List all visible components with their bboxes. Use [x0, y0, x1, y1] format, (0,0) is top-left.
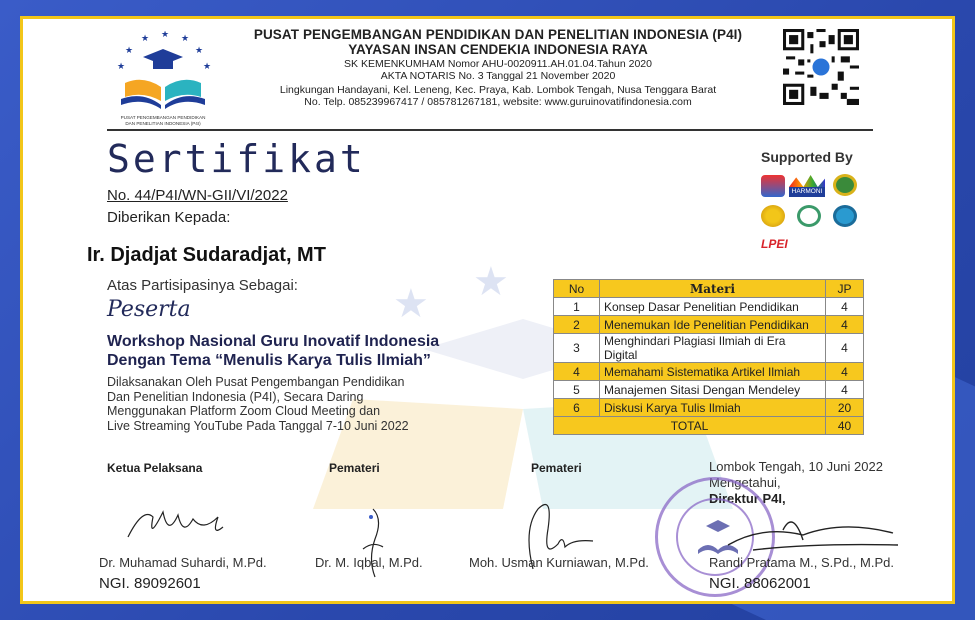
sponsor-emblem-icon — [833, 205, 857, 227]
materi-table — [553, 279, 864, 435]
harmoni-text: HARMONI — [789, 187, 825, 197]
col-header-jp: JP — [826, 280, 864, 298]
header-address: Lingkungan Handayani, Kel. Leneng, Kec. Praya, Kab. Lombok Tengah, Nusa Tenggara Barat — [279, 84, 717, 96]
cell-jp: 4 — [826, 381, 864, 399]
description-line: Dan Penelitian Indonesia (P4I), Secara Daring — [107, 389, 364, 404]
svg-text:★: ★ — [125, 45, 134, 55]
svg-text:★: ★ — [161, 31, 170, 39]
sig3-role: Pemateri — [531, 461, 582, 475]
sig1-name: Dr. Muhamad Suhardi, M.Pd. — [99, 555, 267, 570]
given-to-label: Diberikan Kepada: — [107, 209, 231, 226]
sig4-id: NGI. 88062001 — [709, 575, 811, 592]
sig2-name: Dr. M. Iqbal, M.Pd. — [315, 555, 423, 570]
sig1-signature — [123, 497, 233, 547]
cell-jp: 20 — [826, 399, 864, 417]
sig3-name: Moh. Usman Kurniawan, M.Pd. — [469, 555, 649, 570]
header-sk: SK KEMENKUMHAM Nomor AHU-0020911.AH.01.04.Tahun 2020 — [344, 58, 652, 70]
watermark-star-icon: ★ — [473, 260, 509, 304]
supported-by-label: Supported By — [761, 149, 853, 165]
watermark-star-icon: ★ — [393, 282, 429, 326]
header-org-name: PUSAT PENGEMBANGAN PENDIDIKAN DAN PENELITIAN INDONESIA (P4I) — [253, 27, 743, 42]
svg-text:★: ★ — [181, 33, 190, 43]
sponsor-logo-icon — [761, 175, 785, 197]
sig4-place-date: Lombok Tengah, 10 Juni 2022 — [709, 459, 883, 474]
sig2-role: Pemateri — [329, 461, 380, 475]
description-line: Menggunakan Platform Zoom Cloud Meeting dan — [107, 404, 381, 418]
cell-jp: 4 — [826, 363, 864, 381]
description-line: Dilaksanakan Oleh Pusat Pengembangan Pendidikan — [107, 375, 405, 389]
cell-jp: 4 — [826, 334, 864, 363]
cell-no: 5 — [554, 381, 600, 399]
col-header-no: No — [554, 280, 600, 298]
sponsor-emblem-icon — [833, 174, 857, 196]
cell-jp: 4 — [826, 298, 864, 316]
certificate-title: Sertifikat — [107, 137, 366, 181]
participation-label: Atas Partisipasinya Sebagai: — [107, 277, 298, 294]
description-line: Live Streaming YouTube Pada Tanggal 7-10 Juni 2022 — [107, 418, 409, 433]
workshop-description — [107, 375, 487, 433]
sig4-role: Direktur P4I, — [709, 491, 786, 506]
harmoni-logo — [789, 175, 825, 197]
svg-text:★: ★ — [141, 33, 150, 43]
cell-materi: Menghindari Plagiasi Ilmiah di Era Digital — [600, 334, 826, 363]
sponsor-emblem-icon — [761, 205, 785, 227]
svg-text:★: ★ — [195, 45, 204, 55]
table-row — [554, 399, 864, 417]
table-row — [554, 381, 864, 399]
cell-materi: Manajemen Sitasi Dengan Mendeley — [600, 381, 826, 399]
recipient-name: Ir. Djadjat Sudaradjat, MT — [87, 244, 326, 266]
total-value: 40 — [826, 417, 864, 435]
sponsor-emblem-icon — [797, 205, 821, 227]
cell-materi: Memahami Sistematika Artikel Ilmiah — [600, 363, 826, 381]
certificate-frame — [20, 16, 955, 604]
logo-caption-2: DAN PENELITIAN INDONESIA (P4I) — [125, 121, 201, 126]
cell-no: 1 — [554, 298, 600, 316]
cell-no: 4 — [554, 363, 600, 381]
p4i-logo — [103, 31, 223, 131]
lpei-logo: LPEI — [761, 237, 788, 251]
cell-materi: Diskusi Karya Tulis Ilmiah — [600, 399, 826, 417]
header-block — [223, 27, 773, 108]
table-total-row — [554, 417, 864, 435]
svg-text:★: ★ — [203, 61, 212, 71]
table-header-row — [554, 280, 864, 298]
workshop-theme: Dengan Tema “Menulis Karya Tulis Ilmiah” — [107, 352, 431, 369]
cell-no: 2 — [554, 316, 600, 334]
qr-code — [783, 29, 859, 105]
svg-text:★: ★ — [117, 61, 126, 71]
table-row — [554, 298, 864, 316]
sig4-known: Mengetahui, — [709, 475, 781, 490]
certificate-number: No. 44/P4I/WN-GII/VI/2022 — [107, 187, 288, 204]
header-foundation: YAYASAN INSAN CENDEKIA INDONESIA RAYA — [348, 42, 648, 57]
sig4-name: Randi Pratama M., S.Pd., M.Pd. — [709, 555, 894, 570]
workshop-title: Workshop Nasional Guru Inovatif Indonesia — [107, 333, 440, 350]
logo-caption-1: PUSAT PENGEMBANGAN PENDIDIKAN — [120, 115, 206, 120]
col-header-materi: Materi — [600, 280, 826, 298]
table-row — [554, 316, 864, 334]
cell-jp: 4 — [826, 316, 864, 334]
table-row — [554, 334, 864, 363]
sig1-role: Ketua Pelaksana — [107, 461, 203, 475]
table-row — [554, 363, 864, 381]
cell-materi: Konsep Dasar Penelitian Pendidikan — [600, 298, 826, 316]
header-notary: AKTA NOTARIS No. 3 Tanggal 21 November 2020 — [380, 70, 616, 82]
header-contact: No. Telp. 085239967417 / 085781267181, website: www.guruinovatifindonesia.com — [304, 96, 692, 108]
total-label: TOTAL — [554, 417, 826, 435]
sponsor-logos — [761, 171, 861, 261]
cell-materi: Menemukan Ide Penelitian Pendidikan — [600, 316, 826, 334]
cell-no: 6 — [554, 399, 600, 417]
sig1-id: NGI. 89092601 — [99, 575, 201, 592]
header-divider — [107, 129, 873, 131]
participant-role: Peserta — [107, 297, 191, 322]
cell-no: 3 — [554, 334, 600, 363]
